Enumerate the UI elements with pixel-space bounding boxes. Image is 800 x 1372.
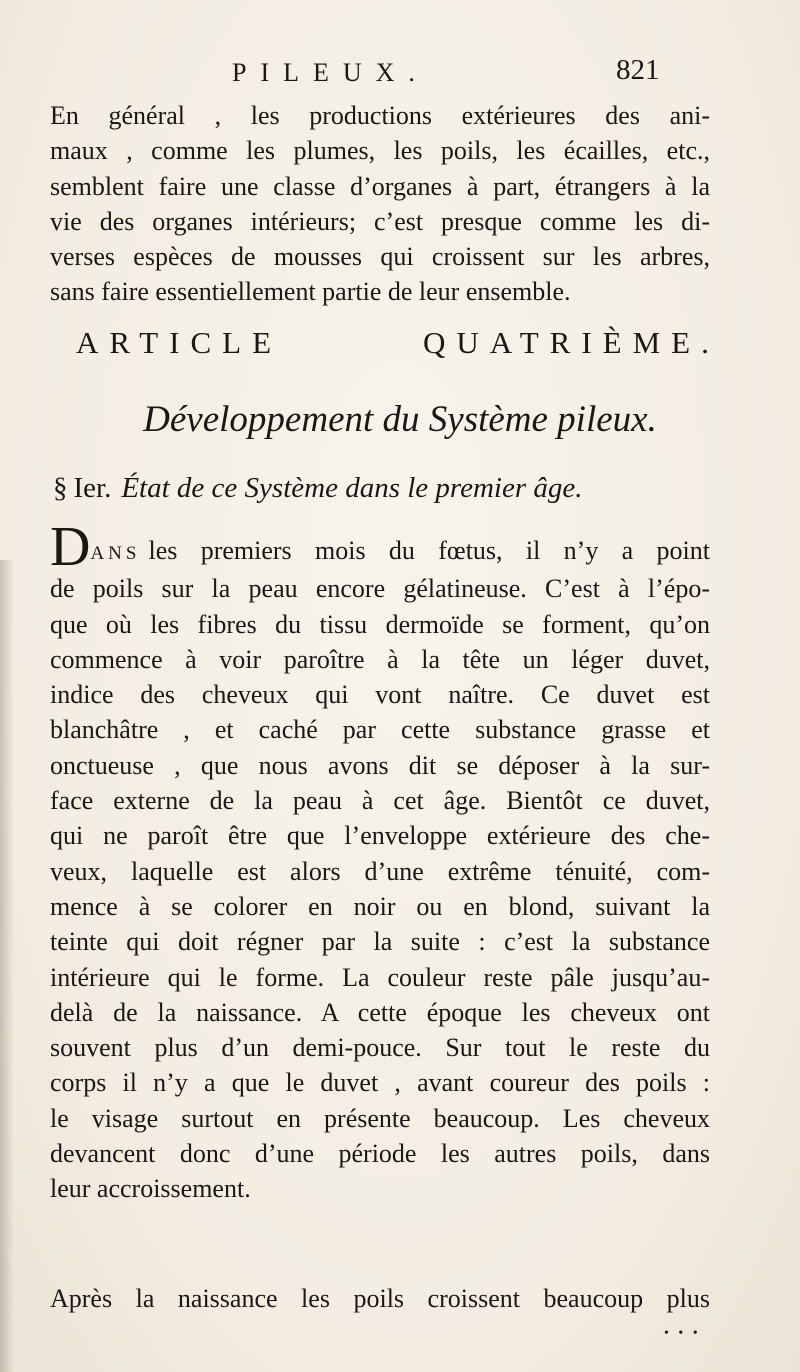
text-line: que où les fibres du tissu dermoïde se forment, qu’on xyxy=(50,609,710,639)
subsection-text: État de ce Système dans le premier âge. xyxy=(121,472,583,504)
text-line: indice des cheveux qui vont naître. Ce duvet est xyxy=(50,680,710,710)
text-line: le visage surtout en présente beaucoup. Les cheveux xyxy=(50,1103,710,1133)
subsection-number: Ier. xyxy=(73,472,112,504)
text-line: face externe de la peau à cet âge. Bientôt ce duvet, xyxy=(50,786,710,816)
text-line: En général , les productions extérieures des ani- xyxy=(50,101,710,130)
text-line: sans faire essentiellement partie de leur ensemble. xyxy=(50,277,571,307)
text-line: commence à voir paroître à la tête un léger duvet, xyxy=(50,644,710,674)
text-line: mence à se colorer en noir ou en blond, suivant la xyxy=(50,891,710,921)
text-line: devancent donc d’une période les autres poils, dans xyxy=(50,1139,710,1169)
drop-cap: D xyxy=(50,516,91,578)
paragraph-continuation xyxy=(50,1281,710,1316)
paragraph-intro xyxy=(50,98,710,310)
text-line: corps il n’y a que le duvet , avant coureur des poils : xyxy=(50,1068,710,1098)
text-line: verses espèces de mousses qui croissent sur les arbres, xyxy=(50,242,710,272)
text-line: de poils sur la peau encore gélatineuse. C’est à l’épo- xyxy=(50,574,710,604)
text-line: souvent plus d’un demi-pouce. Sur tout le reste du xyxy=(50,1033,710,1063)
running-head-title: PILEUX. xyxy=(232,58,429,87)
page-edge-shadow xyxy=(0,560,14,1372)
running-head xyxy=(0,50,800,90)
text-line: blanchâtre , et caché par cette substance grasse et xyxy=(50,715,710,745)
text-line: leur accroissement. xyxy=(50,1174,251,1204)
text-line: teinte qui doit régner par la suite : c’est la substance xyxy=(50,927,710,957)
paragraph-body xyxy=(50,516,710,1207)
small-caps-word: ANS xyxy=(90,543,141,564)
article-heading-ordinal: QUATRIÈME. xyxy=(423,325,720,360)
first-line-text: les premiers mois du fœtus, il n’y a point xyxy=(148,536,710,565)
subsection-title xyxy=(53,472,583,505)
text-line: semblent faire une classe d’organes à part, étrangers à la xyxy=(50,171,710,201)
text-line: delà de la naissance. A cette époque les cheveux ont xyxy=(50,997,710,1027)
text-line: qui ne paroît être que l’enveloppe extérieure des che- xyxy=(50,821,710,851)
text-line: maux , comme les plumes, les poils, les écailles, etc., xyxy=(50,136,710,166)
article-heading-word: ARTICLE xyxy=(76,325,283,360)
paragraph-first-line xyxy=(50,516,710,578)
text-line: vie des organes intérieurs; c’est presque comme les di- xyxy=(50,206,710,236)
page-number: 821 xyxy=(616,54,660,86)
text-line: intérieure qui le forme. La couleur reste pâle jusqu’au- xyxy=(50,962,710,992)
catchword-marks: • • • xyxy=(664,1326,701,1341)
section-symbol: § xyxy=(53,472,68,504)
text-line: veux, laquelle est alors d’une extrême ténuité, com- xyxy=(50,856,710,886)
text-line: Après la naissance les poils croissent beaucoup plus xyxy=(50,1284,710,1313)
text-line: onctueuse , que nous avons dit se déposer à la sur- xyxy=(50,750,710,780)
section-title: Développement du Système pileux. xyxy=(143,399,657,440)
